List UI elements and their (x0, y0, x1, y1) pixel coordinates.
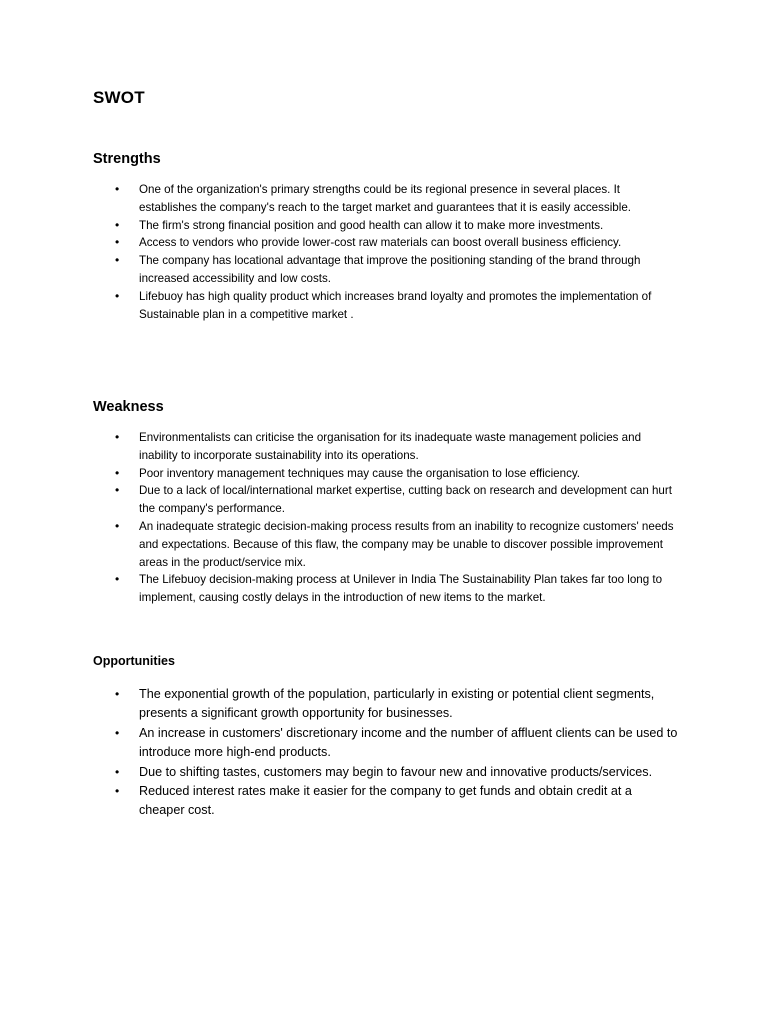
list-item (93, 234, 693, 252)
list-item-text: The Lifebuoy decision-making process at Unilever in India The Sustainability Plan takes far too long to implement, causing costly delays in the introduction of new items to the market. (139, 573, 663, 605)
bullet-icon: • (115, 687, 120, 701)
list-item-text: The firm's strong financial position and good health can allow it to make more investments. (139, 218, 604, 232)
section-weakness (93, 399, 693, 607)
list-item (93, 217, 693, 235)
bullet-icon: • (115, 725, 120, 740)
list-item (93, 724, 693, 763)
section-heading-strengths: Strengths (93, 151, 161, 167)
list-item (93, 288, 693, 324)
list-item (93, 181, 693, 217)
list-item-text: Access to vendors who provide lower-cost raw materials can boost overall business efficiency. (139, 236, 622, 250)
list-item (93, 252, 693, 288)
list-item-text: Poor inventory management techniques may cause the organisation to lose efficiency. (139, 466, 581, 480)
weakness-list (93, 429, 693, 607)
section-heading-weakness: Weakness (93, 399, 164, 415)
bullet-icon: • (115, 764, 120, 779)
bullet-icon: • (115, 518, 120, 533)
bullet-icon: • (115, 465, 120, 480)
list-item (93, 518, 693, 571)
list-item-text: Lifebuoy has high quality product which increases brand loyalty and promotes the implementation of Sustainable plan in a competitive market . (139, 289, 652, 321)
list-item (93, 482, 693, 518)
list-item (93, 782, 693, 821)
list-item (93, 685, 693, 724)
list-item (93, 429, 693, 465)
strengths-list (93, 181, 693, 323)
bullet-icon: • (115, 235, 120, 250)
bullet-icon: • (115, 182, 120, 196)
list-item-text: The company has locational advantage that improve the positioning standing of the brand through increased accessibility and low costs. (139, 254, 641, 285)
list-item (93, 465, 693, 483)
bullet-icon: • (115, 430, 120, 444)
bullet-icon: • (115, 572, 120, 587)
list-item-text: An inadequate strategic decision-making process results from an inability to recognize customers' needs and expectations. Because of this flaw, the company may be unable to discover possible improvement areas in the product/service mix. (139, 519, 674, 569)
opportunities-list (93, 685, 693, 821)
bullet-icon: • (115, 288, 120, 303)
bullet-icon: • (115, 483, 120, 498)
list-item-text: Due to a lack of local/international market expertise, cutting back on research and development can hurt the company's performance. (139, 484, 672, 516)
bullet-icon: • (115, 784, 120, 799)
list-item-text: Environmentalists can criticise the organisation for its inadequate waste management policies and inability to incorporate sustainability into its operations. (139, 431, 642, 462)
document-title: SWOT (93, 88, 145, 107)
bullet-icon: • (115, 217, 120, 232)
section-strengths (93, 151, 693, 323)
list-item-text: One of the organization's primary strengths could be its regional presence in several places. It establishes the company's reach to the target market and guarantees that it is easily accessible. (139, 183, 631, 214)
list-item-text: The exponential growth of the population, particularly in existing or potential client segments, presents a significant growth opportunity for businesses. (139, 687, 655, 721)
section-heading-opportunities: Opportunities (93, 654, 175, 668)
list-item-text: Reduced interest rates make it easier for the company to get funds and obtain credit at a cheaper cost. (139, 784, 632, 818)
bullet-icon: • (115, 253, 120, 268)
list-item (93, 571, 693, 607)
list-item-text: An increase in customers' discretionary income and the number of affluent clients can be used to introduce more high-end products. (139, 725, 678, 760)
section-opportunities (93, 654, 693, 821)
list-item (93, 763, 693, 782)
list-item-text: Due to shifting tastes, customers may begin to favour new and innovative products/services. (139, 764, 653, 779)
